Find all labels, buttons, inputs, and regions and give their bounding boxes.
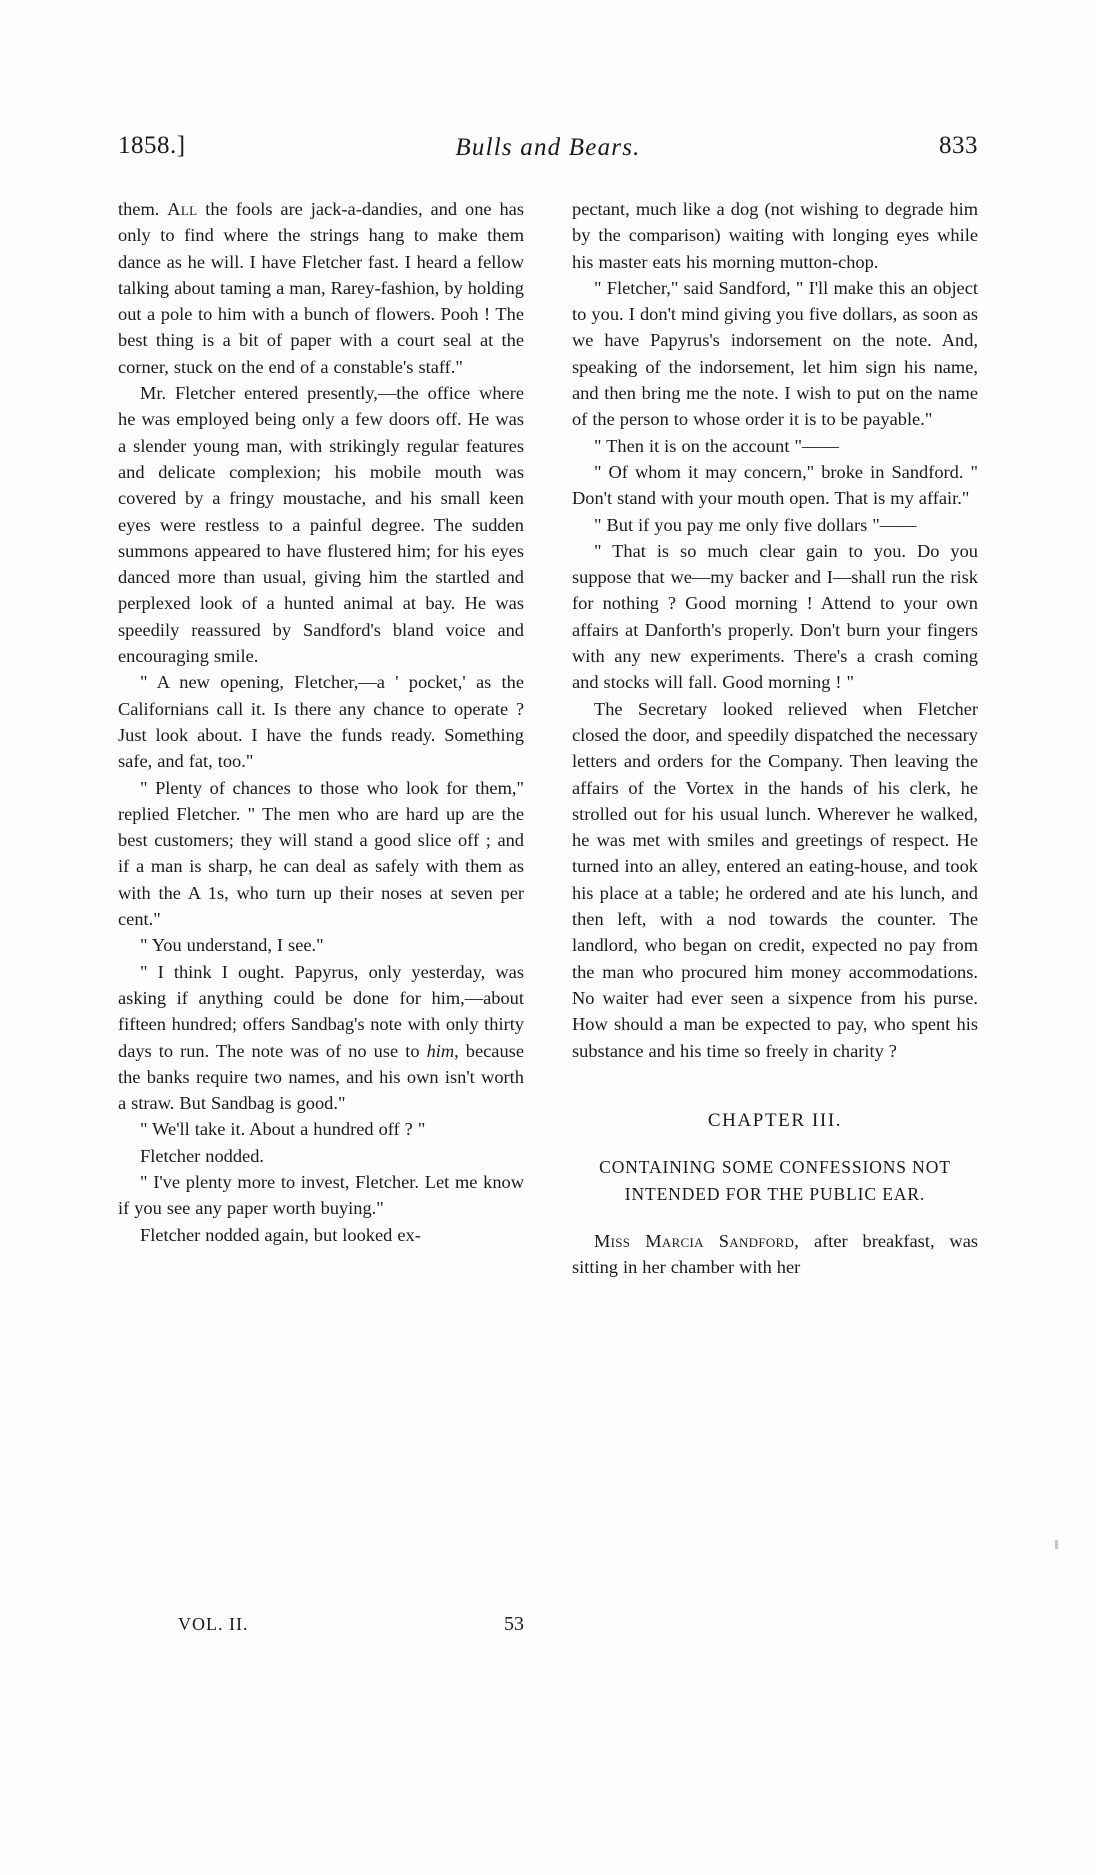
paragraph: " I think I ought. Papyrus, only yesterday, was asking if anything could be done for him,—about fifteen hundred; offers Sandbag's note with only thirty days to run. The note was of no use to him, because the banks require two names, and his own isn't worth a straw. But Sandbag is good." bbox=[118, 961, 524, 1114]
footer-signature-number: 53 bbox=[504, 1613, 524, 1635]
paragraph: " Plenty of chances to those who look for them," replied Fletcher. " The men who are hard up are the best customers; they will stand a good slice off ; and if a man is sharp, he can deal as safely with them as with the A 1s, who turn up their noses at seven per cent." bbox=[118, 777, 524, 930]
paragraph: pectant, much like a dog (not wishing to degrade him by the comparison) waiting with longing eyes while his master eats his morning mutton-chop. bbox=[572, 199, 978, 272]
paragraph: Fletcher nodded again, but looked ex- bbox=[140, 1224, 421, 1245]
page-content bbox=[118, 130, 978, 1280]
paragraph: " That is so much clear gain to you. Do you suppose that we—my backer and I—shall run the risk for nothing ? Good morning ! Attend to your own affairs at Danforth's properly. Don't burn your fingers with any new experiments. There's a crash coming and stocks will fall. Good morning ! " bbox=[572, 540, 978, 693]
paragraph: The Secretary looked relieved when Fletcher closed the door, and speedily dispatched the necessary letters and orders for the Company. Then leaving the affairs of the Vortex in the hands of his clerk, he strolled out for his usual lunch. Wherever he walked, he was met with smiles and greetings of respect. He turned into an alley, entered an eating-house, and took his place at a table; he ordered and ate his lunch, and then left, with a nod towards the counter. The landlord, who began on credit, expected no pay from the man who procured him money accommodations. No waiter had ever seen a sixpence from his purse. How should a man be expected to pay, who spent his substance and his time so freely in charity ? bbox=[572, 698, 978, 1061]
page-footer bbox=[118, 1614, 524, 1644]
page-edge-mark bbox=[1055, 1540, 1058, 1549]
paragraph: Mr. Fletcher entered presently,—the office where he was employed being only a few doors off. He was a slender young man, with strikingly regular features and delicate complexion; his mobile mouth was covered by a fringy moustache, and his small keen eyes were restless to a painful degree. The sudden summons appeared to have flustered him; for his eyes danced more than usual, giving him the startled and perplexed look of a hunted animal at bay. He was speedily reassured by Sandford's bland voice and encouraging smile. bbox=[118, 383, 524, 667]
left-column bbox=[118, 196, 524, 1280]
chapter-subtitle bbox=[572, 1154, 978, 1208]
header-page-number: 833 bbox=[939, 132, 978, 159]
right-column bbox=[572, 196, 978, 1280]
chapter-subtitle-line-1: CONTAINING SOME CONFESSIONS NOT bbox=[599, 1156, 951, 1177]
two-column-body bbox=[118, 196, 978, 1280]
paragraph: " But if you pay me only five dollars "—— bbox=[594, 514, 917, 535]
header-year: 1858.] bbox=[118, 132, 186, 159]
paragraph: " Fletcher," said Sandford, " I'll make this an object to you. I don't mind giving you five dollars, as soon as we have Papyrus's indorsement on the note. And, speaking of the indorsement, let him sign his name, and then bring me the note. I wish to put on the name of the person to whose order it is to be payable." bbox=[572, 277, 978, 430]
paragraph: " Of whom it may concern," broke in Sandford. " Don't stand with your mouth open. That is my affair." bbox=[572, 461, 978, 509]
chapter-first-paragraph: Miss Marcia Sandford, after breakfast, was sitting in her chamber with her bbox=[572, 1230, 979, 1278]
paragraph: " A new opening, Fletcher,—a ' pocket,' as the Californians call it. Is there any chance to operate ? Just look about. I have the funds ready. Something safe, and fat, too." bbox=[118, 672, 524, 772]
running-head bbox=[118, 130, 978, 170]
header-title: Bulls and Bears. bbox=[455, 134, 641, 161]
paragraph: " You understand, I see." bbox=[140, 935, 324, 956]
chapter-subtitle-line-2: INTENDED FOR THE PUBLIC EAR. bbox=[624, 1183, 926, 1204]
paragraph: Fletcher nodded. bbox=[140, 1145, 264, 1166]
paragraph: " Then it is on the account "—— bbox=[594, 435, 839, 456]
paragraph: them. All the fools are jack-a-dandies, and one has only to find where the strings hang to make them dance as he will. I have Fletcher fast. I heard a fellow talking about taming a man, Rarey-fashion, by holding out a pole to him with a bunch of flowers. Pooh ! The best thing is a bit of paper with a court seal at the corner, stuck on the end of a constable's staff." bbox=[118, 199, 524, 377]
paragraph: " We'll take it. About a hundred off ? " bbox=[140, 1119, 426, 1140]
paragraph: " I've plenty more to invest, Fletcher. Let me know if you see any paper worth buying." bbox=[118, 1171, 524, 1219]
footer-volume: VOL. II. bbox=[178, 1614, 249, 1634]
chapter-heading: CHAPTER III. bbox=[707, 1109, 843, 1131]
